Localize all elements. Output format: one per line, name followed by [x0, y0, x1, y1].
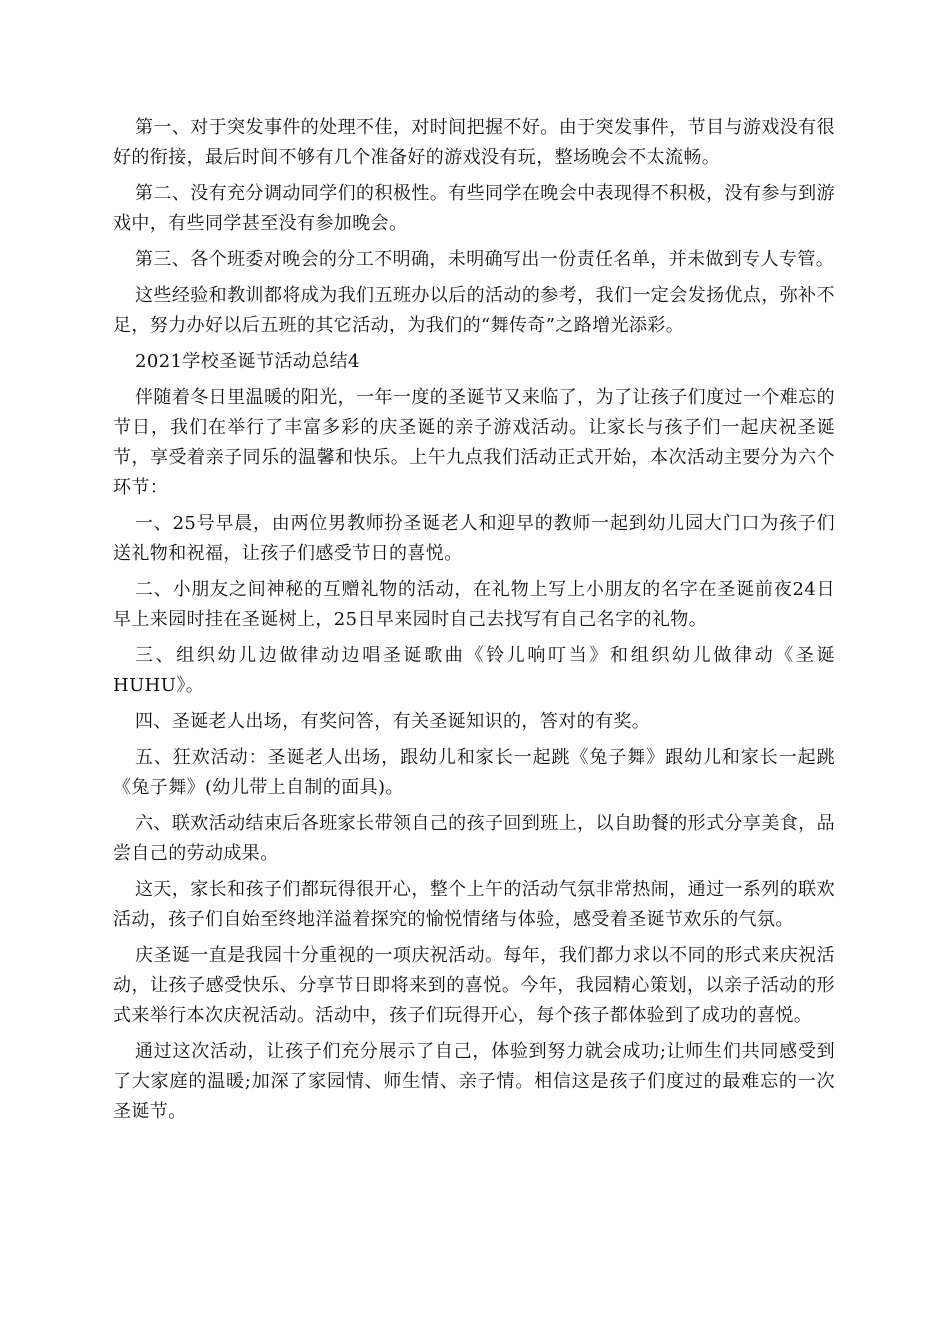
list-item-3: 三、组织幼儿边做律动边唱圣诞歌曲《铃儿响叮当》和组织幼儿做律动《圣诞HUHU》。	[113, 645, 835, 696]
paragraph-2: 第二、没有充分调动同学们的积极性。有些同学在晚会中表现得不积极，没有参与到游戏中，有些同学甚至没有参加晚会。	[113, 183, 835, 234]
paragraph-summary-3: 通过这次活动，让孩子们充分展示了自己，体验到努力就会成功;让师生们共同感受到了大家庭的温暖;加深了家园情、师生情、亲子情。相信这是孩子们度过的最难忘的一次圣诞节。	[113, 1041, 835, 1122]
document-body	[113, 113, 835, 1133]
list-item-5: 五、狂欢活动：圣诞老人出场，跟幼儿和家长一起跳《兔子舞》跟幼儿和家长一起跳《兔子舞》(幼儿带上自制的面具)。	[113, 747, 835, 798]
list-item-1: 一、25号早晨，由两位男教师扮圣诞老人和迎早的教师一起到幼儿园大门口为孩子们送礼物和祝福，让孩子们感受节日的喜悦。	[113, 513, 835, 564]
list-item-6: 六、联欢活动结束后各班家长带领自己的孩子回到班上，以自助餐的形式分享美食，品尝自己的劳动成果。	[113, 813, 835, 864]
paragraph-4: 这些经验和教训都将成为我们五班办以后的活动的参考，我们一定会发扬优点，弥补不足，努力办好以后五班的其它活动，为我们的“舞传奇”之路增光添彩。	[113, 285, 835, 336]
paragraph-summary-2: 庆圣诞一直是我园十分重视的一项庆祝活动。每年，我们都力求以不同的形式来庆祝活动，让孩子感受快乐、分享节日即将来到的喜悦。今年，我园精心策划，以亲子活动的形式来举行本次庆祝活动。活动中，孩子们玩得开心，每个孩子都体验到了成功的喜悦。	[113, 945, 835, 1026]
paragraph-3: 第三、各个班委对晚会的分工不明确，未明确写出一份责任名单，并未做到专人专管。	[135, 249, 835, 270]
paragraph-intro: 伴随着冬日里温暖的阳光，一年一度的圣诞节又来临了，为了让孩子们度过一个难忘的节日，我们在举行了丰富多彩的庆圣诞的亲子游戏活动。让家长与孩子们一起庆祝圣诞节，享受着亲子同乐的温馨和快乐。上午九点我们活动正式开始，本次活动主要分为六个环节：	[113, 387, 835, 498]
paragraph-summary-1: 这天，家长和孩子们都玩得很开心，整个上午的活动气氛非常热闹，通过一系列的联欢活动，孩子们自始至终地洋溢着探究的愉悦情绪与体验，感受着圣诞节欢乐的气氛。	[113, 879, 835, 930]
list-item-4: 四、圣诞老人出场，有奖问答，有关圣诞知识的，答对的有奖。	[135, 711, 651, 732]
list-item-2: 二、小朋友之间神秘的互赠礼物的活动，在礼物上写上小朋友的名字在圣诞前夜24日早上来园时挂在圣诞树上，25日早来园时自己去找写有自己名字的礼物。	[113, 579, 835, 630]
paragraph-1: 第一、对于突发事件的处理不佳，对时间把握不好。由于突发事件，节目与游戏没有很好的衔接，最后时间不够有几个准备好的游戏没有玩，整场晚会不太流畅。	[113, 117, 835, 168]
section-heading: 2021学校圣诞节活动总结4	[135, 351, 360, 372]
